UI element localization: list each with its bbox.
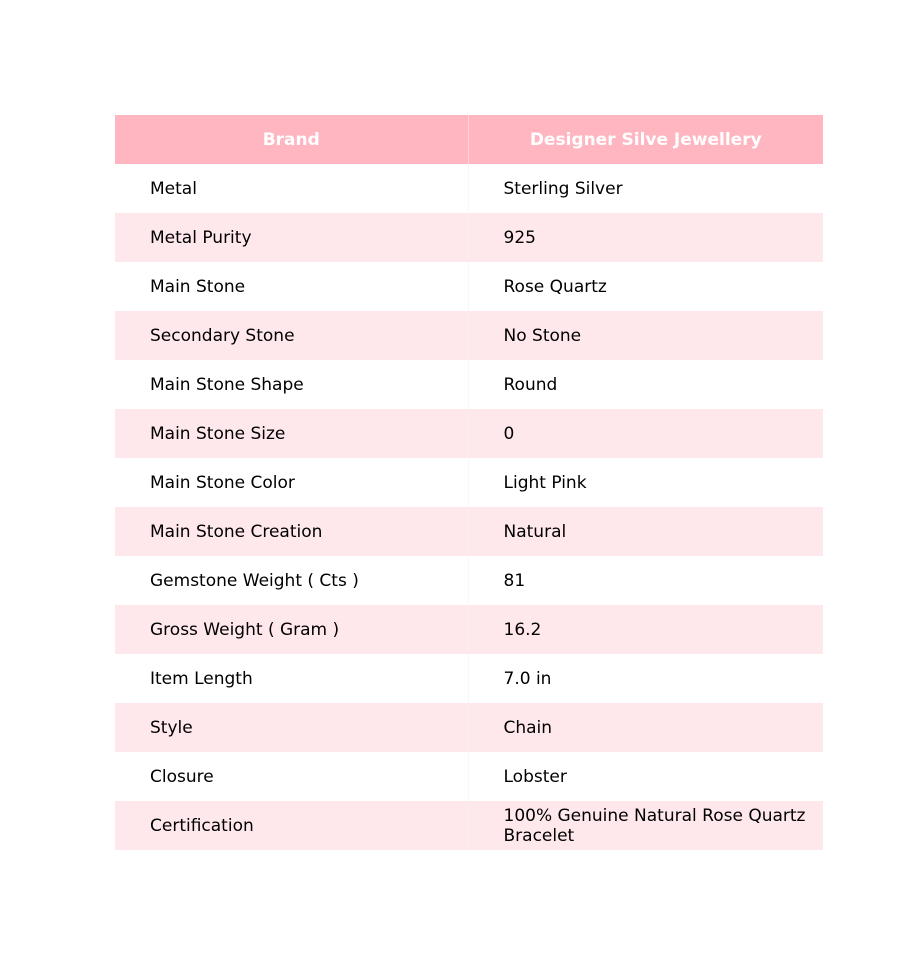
table-row — [115, 703, 823, 752]
row-label: Certification — [115, 801, 468, 850]
row-value: Natural — [468, 507, 823, 556]
row-label: Metal Purity — [115, 213, 468, 262]
row-label: Secondary Stone — [115, 311, 468, 360]
table-row — [115, 360, 823, 409]
product-spec-table — [115, 115, 823, 850]
header-label-cell: Brand — [115, 115, 468, 164]
table-row — [115, 409, 823, 458]
table-row — [115, 654, 823, 703]
row-label: Closure — [115, 752, 468, 801]
row-label: Main Stone Color — [115, 458, 468, 507]
row-label: Main Stone — [115, 262, 468, 311]
table-row — [115, 262, 823, 311]
table-row — [115, 507, 823, 556]
row-value: 16.2 — [468, 605, 823, 654]
table-row — [115, 752, 823, 801]
row-value: 7.0 in — [468, 654, 823, 703]
row-label: Gemstone Weight ( Cts ) — [115, 556, 468, 605]
row-label: Main Stone Creation — [115, 507, 468, 556]
table-row — [115, 801, 823, 850]
table-row — [115, 164, 823, 213]
table-row — [115, 458, 823, 507]
row-value: 0 — [468, 409, 823, 458]
row-label: Item Length — [115, 654, 468, 703]
row-value: 925 — [468, 213, 823, 262]
row-label: Main Stone Shape — [115, 360, 468, 409]
table-row — [115, 311, 823, 360]
row-value: Chain — [468, 703, 823, 752]
table-row — [115, 213, 823, 262]
header-value-cell: Designer Silve Jewellery — [468, 115, 823, 164]
row-value: Light Pink — [468, 458, 823, 507]
row-value: No Stone — [468, 311, 823, 360]
row-label: Main Stone Size — [115, 409, 468, 458]
table-row — [115, 556, 823, 605]
row-value: Round — [468, 360, 823, 409]
row-value: Sterling Silver — [468, 164, 823, 213]
table-header-row — [115, 115, 823, 164]
row-value: 81 — [468, 556, 823, 605]
row-value: 100% Genuine Natural Rose Quartz Bracelet — [468, 801, 823, 850]
table-row — [115, 605, 823, 654]
row-label: Metal — [115, 164, 468, 213]
row-value: Lobster — [468, 752, 823, 801]
row-label: Gross Weight ( Gram ) — [115, 605, 468, 654]
row-label: Style — [115, 703, 468, 752]
row-value: Rose Quartz — [468, 262, 823, 311]
